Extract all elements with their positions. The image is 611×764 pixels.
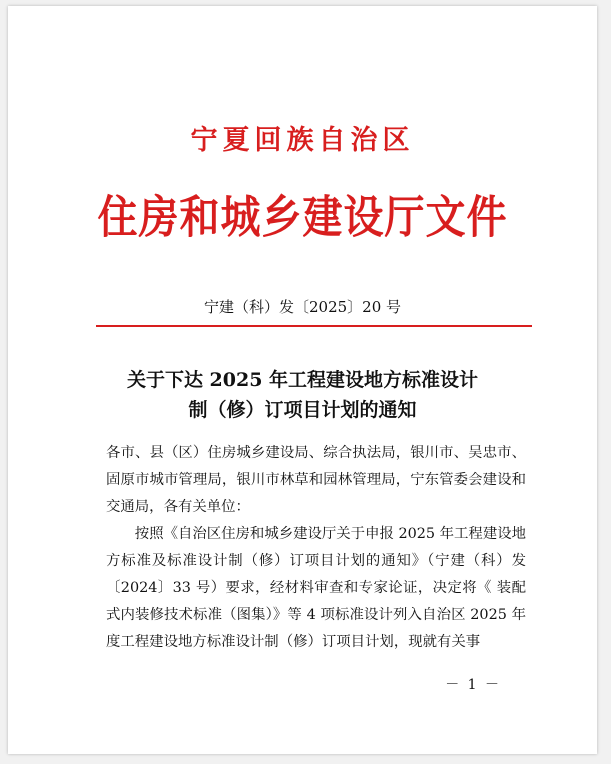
issuer-department: 住房和城乡建设厅文件 (97, 190, 508, 244)
addressees: 各市、县（区）住房城乡建设局、综合执法局，银川市、吴忠市、固原市城市管理局，银川市林草和园林管理局，宁东管委会建设和交通局，各有关单位： (106, 445, 526, 515)
red-separator-line (96, 325, 532, 327)
issuer-region: 宁夏回族自治区 (190, 125, 415, 156)
title-line-2: 制（修）订项目计划的通知 (188, 399, 417, 421)
document-title (8, 365, 597, 425)
document-body (106, 440, 526, 656)
document-page (8, 6, 597, 754)
page-number: － 1 － (445, 677, 501, 693)
title-line-1: 关于下达 2025 年工程建设地方标准设计 (126, 369, 479, 391)
body-paragraph: 按照《自治区住房和城乡建设厅关于申报 2025 年工程建设地方标准及标准设计制（修）订项目计划的通知》（宁建（科）发〔2024〕33 号）要求，经材料审查和专家论证，决定将《 装配式内装修技术标准（图集）》等 4 项标准设计列入自治区 2025 年度工程建设地方标准设计制（修）订项目计划，现就有关事 (106, 526, 526, 650)
document-number: 宁建（科）发〔2025〕20 号 (203, 298, 402, 316)
